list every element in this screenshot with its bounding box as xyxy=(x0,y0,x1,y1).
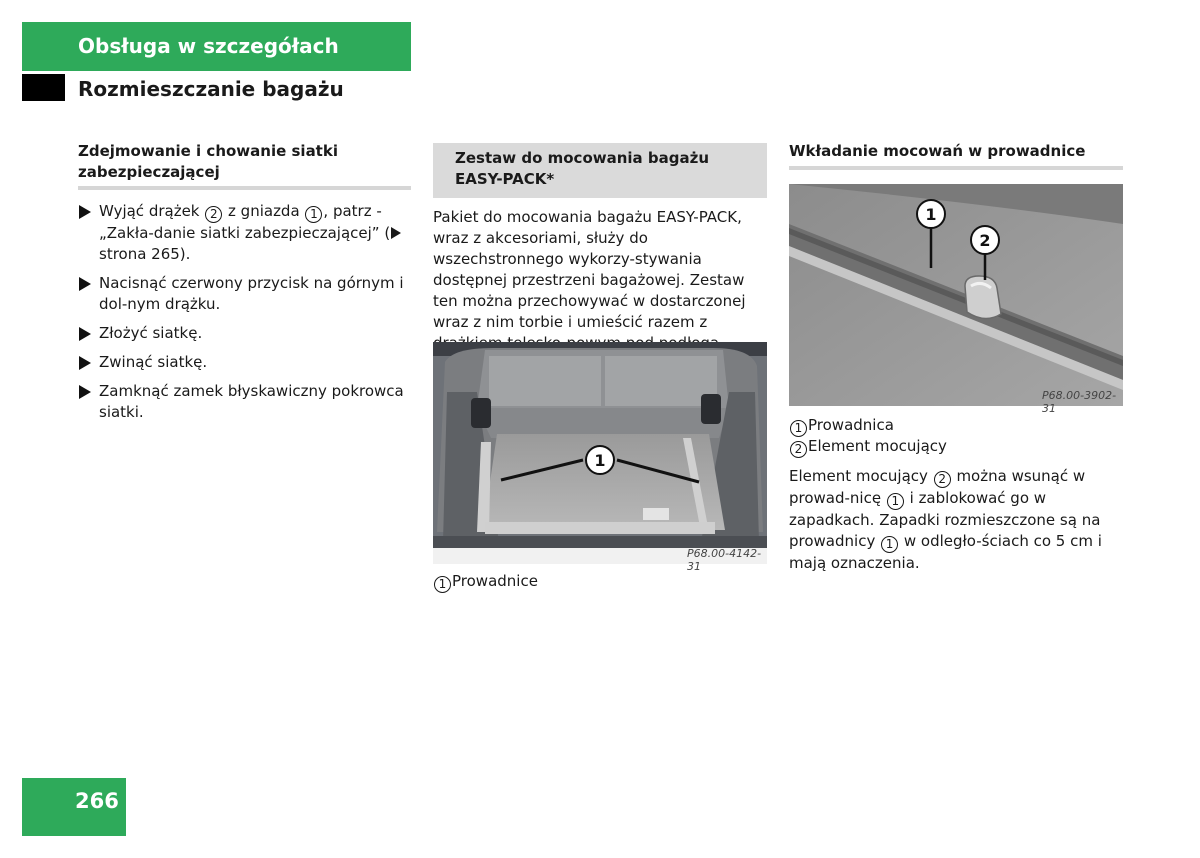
step-arrow-icon xyxy=(79,205,91,219)
ref-marker: 1 xyxy=(881,536,898,553)
rail-closeup-photo xyxy=(789,184,1123,415)
col1-heading: Zdejmowanie i chowanie siatki zabezpieczającej xyxy=(78,142,338,181)
ref-marker: 2 xyxy=(790,441,807,458)
rail-illustration xyxy=(789,184,1123,406)
step-arrow-icon xyxy=(79,385,91,399)
cargo-area-illustration xyxy=(433,342,767,564)
col1-heading-rule xyxy=(78,186,411,190)
image-ref-code: P68.00-3902-31 xyxy=(1042,389,1117,415)
col2-paragraph: Pakiet do mocowania bagażu EASY-PACK, wraz z akcesoriami, służy do wszechstronnego wykorzy-stywania dostępnej przestrzeni bagażowej. Zestaw ten można przechowywać w dostarczonej wraz z nim torbie i umieścić razem z xyxy=(433,208,746,331)
subsection-marker xyxy=(22,74,65,101)
instruction-list xyxy=(78,201,414,431)
instruction-step-4: Zwinąć siatkę. xyxy=(78,352,414,373)
col2-heading-box xyxy=(433,143,767,198)
step-arrow-icon xyxy=(79,277,91,291)
photo-callout-1: 1 xyxy=(925,205,937,224)
ref-marker: 1 xyxy=(790,420,807,437)
photo-callout-2: 2 xyxy=(979,231,991,250)
instruction-step-1: Wyjąć drążek 2 z gniazda 1 , patrz - „Zakła-danie siatki zabezpieczającej” ( strona 265). xyxy=(78,201,414,265)
instruction-step-3: Złożyć siatkę. xyxy=(78,323,414,344)
instruction-step-5: Zamknąć zamek błyskawiczny pokrowca siatki. xyxy=(78,381,414,423)
section-header-bar xyxy=(22,22,411,71)
page-number: 266 xyxy=(75,789,119,813)
photo-caption: 1 Prowadnice xyxy=(433,571,538,593)
step-arrow-icon xyxy=(79,356,91,370)
ref-marker: 1 xyxy=(434,576,451,593)
ref-marker: 2 xyxy=(205,206,222,223)
section-title: Obsługa w szczegółach xyxy=(78,34,339,58)
ref-marker: 2 xyxy=(934,471,951,488)
col3-heading-rule xyxy=(789,166,1123,170)
col3-heading: Wkładanie mocowań w prowadnice xyxy=(789,142,1086,160)
photo-caption-2: 2 Element mocujący xyxy=(789,436,947,458)
instruction-step-2: Nacisnąć czerwony przycisk na górnym i dol-nym drążku. xyxy=(78,273,414,315)
col3-paragraph: Element mocujący 2 można wsunąć w prowad-nicę 1 i zablokować go w zapadkach. Zapadki rozmieszczone są na prowadnicy 1 w odległo-ściach co 5 cm i mają oznaczenia. xyxy=(789,467,1102,572)
photo-callout-1: 1 xyxy=(594,451,606,470)
col2-heading: Zestaw do mocowania bagażu EASY-PACK* xyxy=(455,149,710,188)
photo-caption-1: 1 Prowadnica xyxy=(789,415,894,437)
page-ref-arrow-icon xyxy=(391,227,401,239)
ref-marker: 1 xyxy=(887,493,904,510)
page-number-box xyxy=(22,778,126,836)
cargo-area-photo xyxy=(433,342,767,573)
ref-marker: 1 xyxy=(305,206,322,223)
image-ref-code: P68.00-4142-31 xyxy=(687,547,762,573)
step-arrow-icon xyxy=(79,327,91,341)
subsection-title: Rozmieszczanie bagażu xyxy=(78,77,344,101)
